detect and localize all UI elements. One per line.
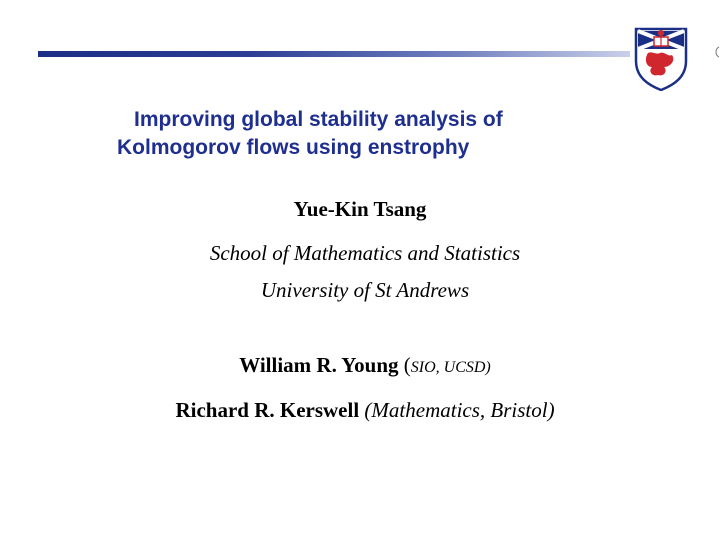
title-line-1: Improving global stability analysis of [134, 108, 503, 131]
coauthor-line [0, 353, 720, 378]
coauthor-line [0, 398, 720, 423]
coauthor-paren: ( [398, 353, 411, 377]
crop-mark-icon [713, 46, 720, 58]
university-crest-icon [634, 27, 688, 91]
presenter-name: Yue-Kin Tsang [293, 197, 427, 221]
presenter-affiliation-university: University of St Andrews [260, 278, 470, 302]
coauthor-affiliation: (Mathematics, Bristol) [359, 398, 555, 422]
coauthor-name: William R. Young [239, 353, 399, 377]
presenter-affiliation-school: School of Mathematics and Statistics [209, 241, 521, 265]
coauthor-name: Richard R. Kerswell [175, 398, 360, 422]
presentation-title [100, 106, 640, 162]
title-line-2: Kolmogorov flows using enstrophy [117, 136, 470, 159]
header-rule [38, 51, 630, 57]
coauthor-affiliation: SIO, UCSD) [410, 359, 491, 376]
